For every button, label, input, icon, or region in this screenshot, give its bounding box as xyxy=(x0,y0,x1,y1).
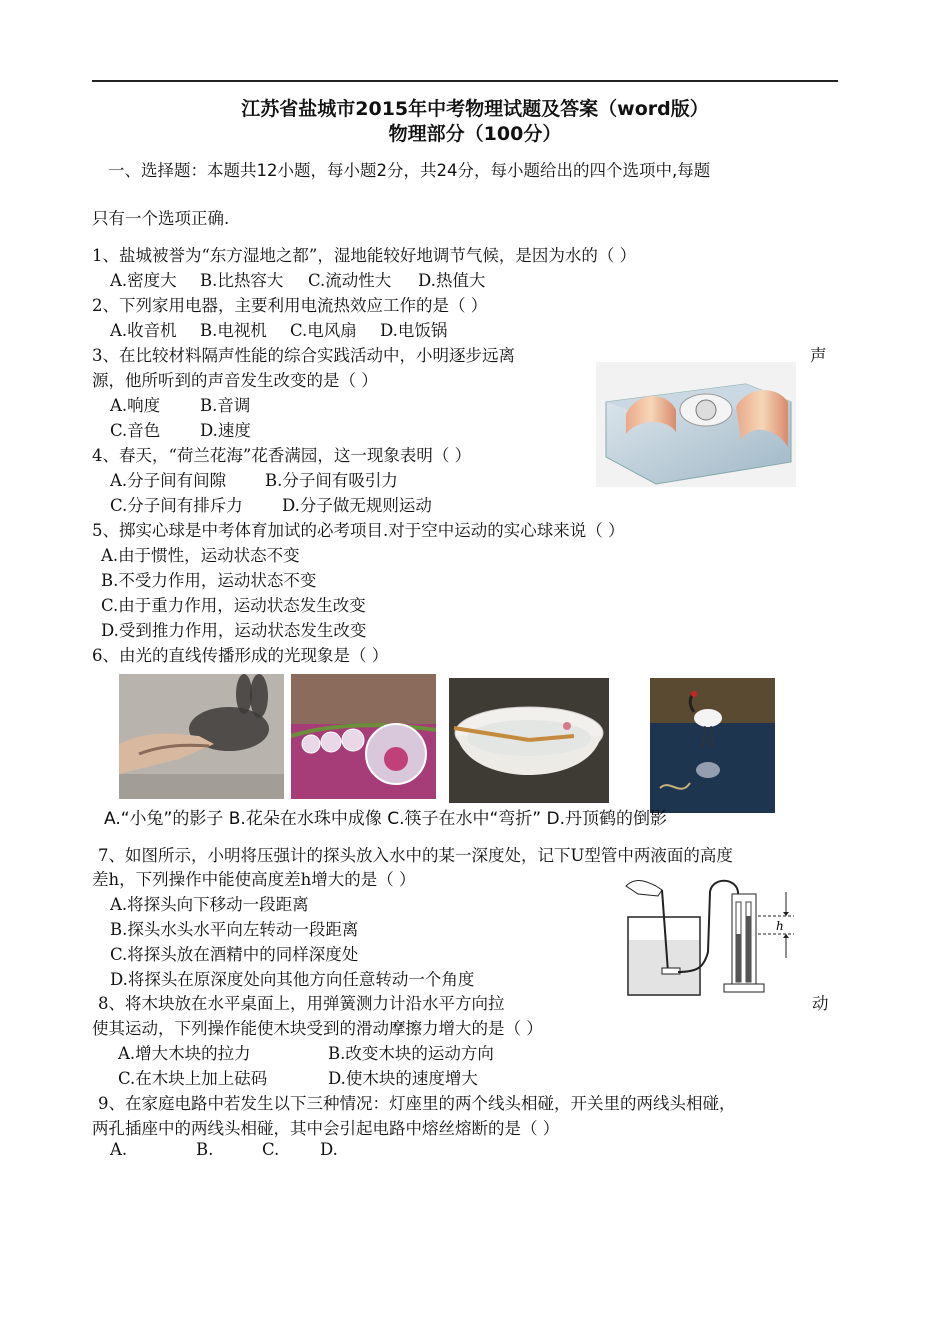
question-3-stem-line1: 3、在比较材料隔声性能的综合实践活动中，小明逐步远离 xyxy=(92,346,515,365)
question-7-option-b: B.探头水头水平向左转动一段距离 xyxy=(110,920,359,939)
section-instruction-line1: 一、选择题：本题共12小题，每小题2分，共24分，每小题给出的四个选项中,每题 xyxy=(108,161,711,180)
question-9-option-a: A. xyxy=(110,1140,128,1159)
question-2-stem: 2、下列家用电器，主要利用电流热效应工作的是（ ） xyxy=(92,296,488,315)
question-4-stem: 4、春天，“荷兰花海”花香满园，这一现象表明（ ） xyxy=(92,446,472,465)
question-4-option-c: C.分子间有排斥力 xyxy=(110,496,243,515)
question-3-option-d: D.速度 xyxy=(200,421,251,440)
crane-reflection-photo xyxy=(650,678,775,813)
question-5-option-a: A.由于惯性，运动状态不变 xyxy=(101,546,300,565)
question-1-option-b: B.比热容大 xyxy=(200,271,284,290)
question-1-option-d: D.热值大 xyxy=(418,271,486,290)
top-rule xyxy=(92,80,838,82)
question-8-stem-line1: 8、将木块放在水平桌面上，用弹簧测力计沿水平方向拉 xyxy=(98,994,505,1013)
question-7-option-c: C.将探头放在酒精中的同样深度处 xyxy=(110,945,359,964)
pressure-gauge-figure xyxy=(618,872,804,1000)
question-2-option-b: B.电视机 xyxy=(200,321,267,340)
question-7-option-a: A.将探头向下移动一段距离 xyxy=(110,895,309,914)
question-3-stem-end: 声 xyxy=(810,346,827,365)
question-8-stem-line2: 使其运动，下列操作能使木块受到的滑动摩擦力增大的是（ ） xyxy=(92,1019,543,1038)
question-9-option-b: B. xyxy=(196,1140,214,1159)
question-2-option-d: D.电饭锅 xyxy=(380,321,448,340)
question-3-option-c: C.音色 xyxy=(110,421,161,440)
question-1-option-a: A.密度大 xyxy=(110,271,177,290)
section-instruction-line2: 只有一个选项正确. xyxy=(92,209,230,228)
document-title: 江苏省盐城市2015年中考物理试题及答案（word版） xyxy=(241,98,709,120)
question-4-option-b: B.分子间有吸引力 xyxy=(265,471,398,490)
question-3-option-a: A.响度 xyxy=(110,396,161,415)
question-2-option-a: A.收音机 xyxy=(110,321,177,340)
question-8-stem-end: 动 xyxy=(812,994,829,1013)
question-7-option-d: D.将探头在原深度处向其他方向任意转动一个角度 xyxy=(110,970,475,989)
question-4-option-d: D.分子做无规则运动 xyxy=(282,496,432,515)
question-3-option-b: B.音调 xyxy=(200,396,251,415)
flower-droplet-photo xyxy=(291,674,436,799)
question-9-option-c: C. xyxy=(262,1140,280,1159)
question-9-stem-line1: 9、在家庭电路中若发生以下三种情况：灯座里的两个线头相碰，开关里的两线头相碰， xyxy=(98,1094,736,1113)
document-subtitle: 物理部分（100分） xyxy=(388,123,562,145)
question-3-stem-line2: 源，他所听到的声音发生改变的是（ ） xyxy=(92,371,378,390)
question-2-option-c: C.电风扇 xyxy=(290,321,357,340)
question-8-option-c: C.在木块上加上砝码 xyxy=(118,1069,268,1088)
question-7-stem-line1: 7、如图所示，小明将压强计的探头放入水中的某一深度处，记下U型管中两液面的高度 xyxy=(98,846,733,865)
question-5-option-c: C.由于重力作用，运动状态发生改变 xyxy=(101,596,366,615)
sound-insulation-box-figure xyxy=(596,362,796,487)
question-5-stem: 5、掷实心球是中考体育加试的必考项目.对于空中运动的实心球来说（ ） xyxy=(92,521,625,540)
question-5-option-d: D.受到推力作用，运动状态发生改变 xyxy=(101,621,367,640)
question-8-option-b: B.改变木块的运动方向 xyxy=(328,1044,494,1063)
chopstick-bowl-photo xyxy=(449,678,609,803)
question-4-option-a: A.分子间有间隙 xyxy=(110,471,227,490)
question-1-stem: 1、盐城被誉为“东方湿地之都”，湿地能较好地调节气候，是因为水的（ ） xyxy=(92,246,637,265)
question-6-photo-captions: A.“小兔”的影子 B.花朵在水珠中成像 C.筷子在水中“弯折” D.丹顶鹤的倒影 xyxy=(104,809,668,829)
rabbit-shadow-photo xyxy=(119,674,284,799)
question-9-stem-line2: 两孔插座中的两线头相碰，其中会引起电路中熔丝熔断的是（ ） xyxy=(92,1119,560,1138)
question-8-option-a: A.增大木块的拉力 xyxy=(118,1044,251,1063)
question-1-option-c: C.流动性大 xyxy=(308,271,392,290)
h-label: h xyxy=(776,919,784,933)
question-9-option-d: D. xyxy=(320,1140,338,1159)
question-6-stem: 6、由光的直线传播形成的光现象是（ ） xyxy=(92,646,389,665)
question-7-stem-line2: 差h，下列操作中能使高度差h增大的是（ ） xyxy=(92,870,416,889)
question-5-option-b: B.不受力作用，运动状态不变 xyxy=(101,571,317,590)
question-8-option-d: D.使木块的速度增大 xyxy=(328,1069,478,1088)
